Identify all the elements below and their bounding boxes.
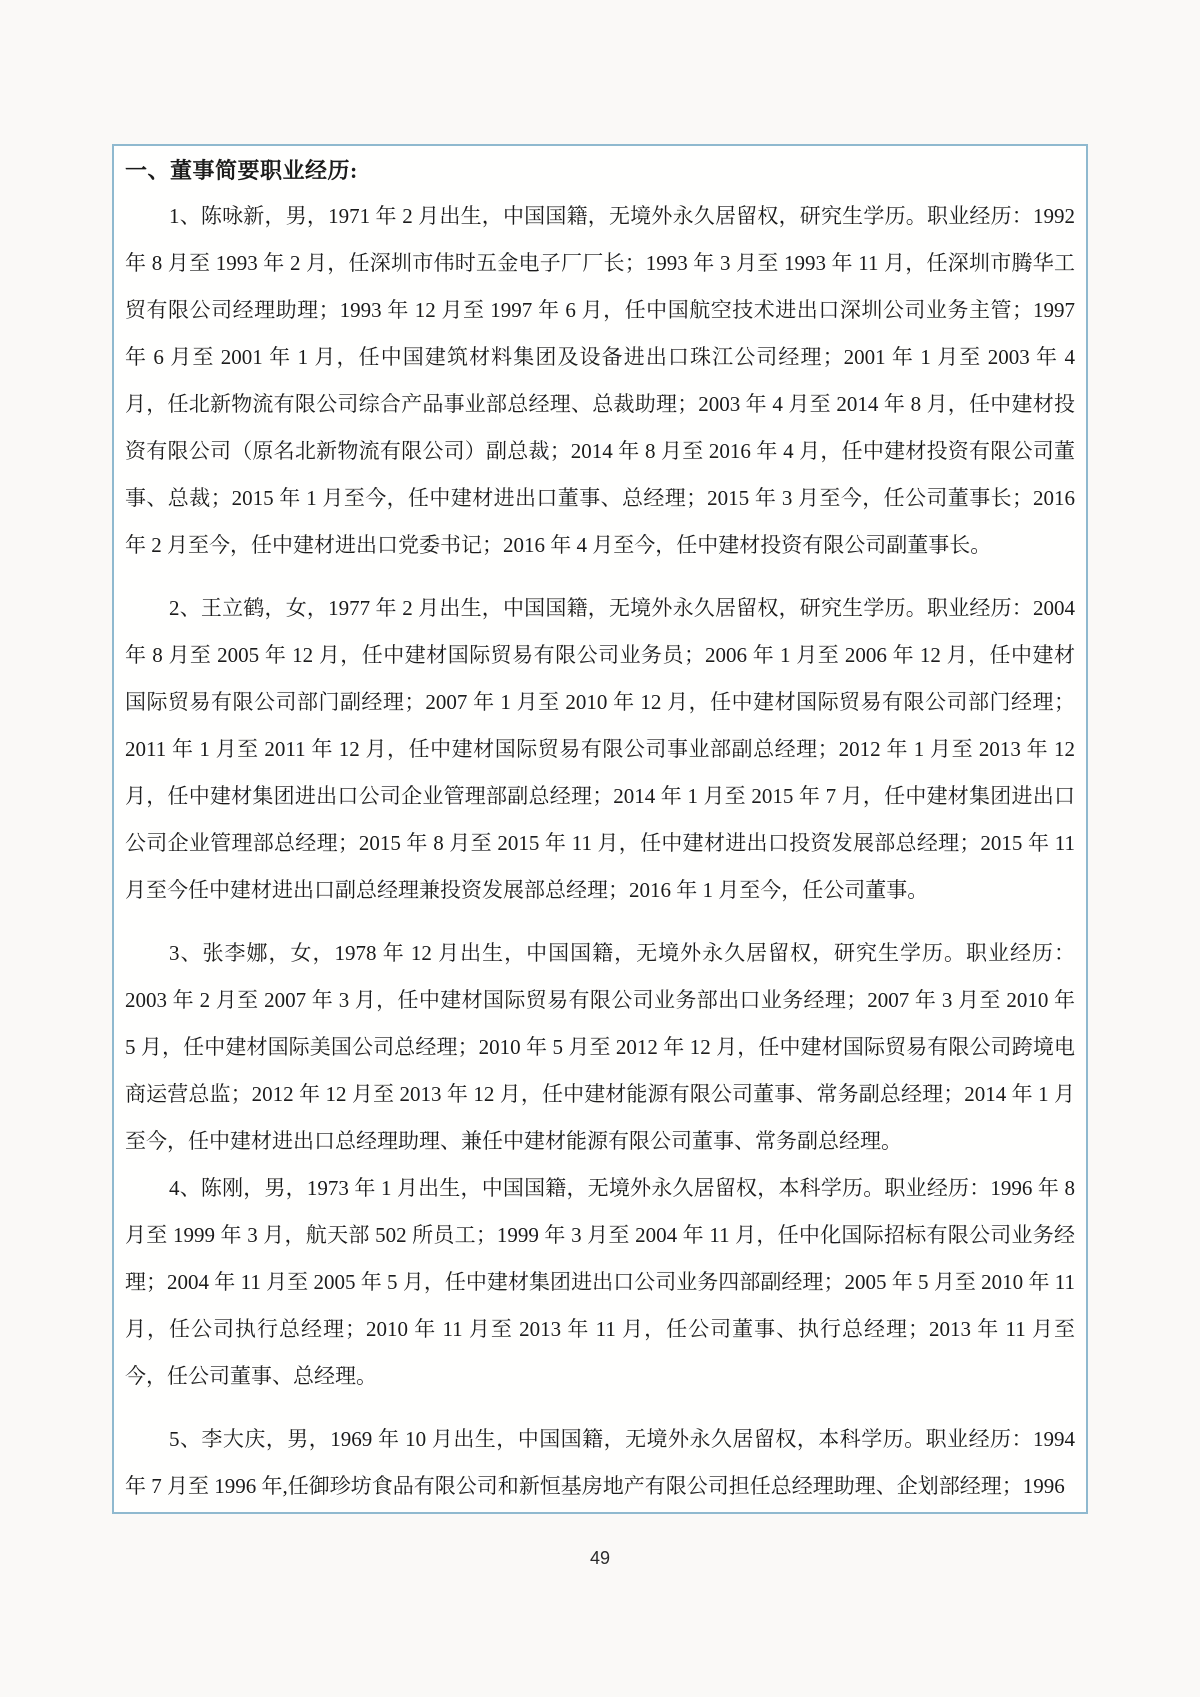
content-border-box: [112, 144, 1088, 1514]
director-bio-paragraph-3: 3、张李娜，女，1978 年 12 月出生，中国国籍，无境外永久居留权，研究生学历。职业经历：2003 年 2 月至 2007 年 3 月，任中建材国际贸易有限公司业务部出口业务经理；2007 年 3 月至 2010 年 5 月，任中建材国际美国公司总经理；2010 年 5 月至 2012 年 12 月，任中建材国际贸易有限公司跨境电商运营总监；2012 年 12 月至 2013 年 12 月，任中建材能源有限公司董事、常务副总经理；2014 年 1 月至今，任中建材进出口总经理助理、兼任中建材能源有限公司董事、常务副总经理。: [125, 941, 1075, 1153]
director-bio-paragraph-4: 4、陈刚，男，1973 年 1 月出生，中国国籍，无境外永久居留权，本科学历。职业经历：1996 年 8 月至 1999 年 3 月，航天部 502 所员工；1999 年 3 月至 2004 年 11 月，任中化国际招标有限公司业务经理；2004 年 11 月至 2005 年 5 月，任中建材集团进出口公司业务四部副经理；2005 年 5 月至 2010 年 11 月，任公司执行总经理；2010 年 11 月至 2013 年 11 月，任公司董事、执行总经理；2013 年 11 月至今，任公司董事、总经理。: [125, 1176, 1075, 1388]
director-bio-paragraph-2: 2、王立鹤，女，1977 年 2 月出生，中国国籍，无境外永久居留权，研究生学历。职业经历：2004 年 8 月至 2005 年 12 月，任中建材国际贸易有限公司业务员；2006 年 1 月至 2006 年 12 月，任中建材国际贸易有限公司部门副经理；2007 年 1 月至 2010 年 12 月，任中建材国际贸易有限公司部门经理；2011 年 1 月至 2011 年 12 月，任中建材国际贸易有限公司事业部副总经理；2012 年 1 月至 2013 年 12 月，任中建材集团进出口公司企业管理部副总经理；2014 年 1 月至 2015 年 7 月，任中建材集团进出口公司企业管理部总经理；2015 年 8 月至 2015 年 11 月，任中建材进出口投资发展部总经理；2015 年 11 月至今任中建材进出口副总经理兼投资发展部总经理；2016 年 1 月至今，任公司董事。: [125, 596, 1075, 902]
director-bio-paragraph-1: 1、陈咏新，男，1971 年 2 月出生，中国国籍，无境外永久居留权，研究生学历。职业经历：1992 年 8 月至 1993 年 2 月，任深圳市伟时五金电子厂厂长；1993 年 3 月至 1993 年 11 月，任深圳市腾华工贸有限公司经理助理；1993 年 12 月至 1997 年 6 月，任中国航空技术进出口深圳公司业务主管；1997 年 6 月至 2001 年 1 月，任中国建筑材料集团及设备进出口珠江公司经理；2001 年 1 月至 2003 年 4 月，任北新物流有限公司综合产品事业部总经理、总裁助理；2003 年 4 月至 2014 年 8 月，任中建材投资有限公司（原名北新物流有限公司）副总裁；2014 年 8 月至 2016 年 4 月，任中建材投资有限公司董事、总裁；2015 年 1 月至今，任中建材进出口董事、总经理；2015 年 3 月至今，任公司董事长；2016 年 2 月至今，任中建材进出口党委书记；2016 年 4 月至今，任中建材投资有限公司副董事长。: [125, 204, 1075, 557]
director-bio-paragraph-5: 5、李大庆，男，1969 年 10 月出生，中国国籍，无境外永久居留权，本科学历。职业经历：1994 年 7 月至 1996 年,任御珍坊食品有限公司和新恒基房地产有限公司担任总经理助理、企划部经理；1996: [125, 1427, 1075, 1498]
page-number-footer: 49: [589, 1548, 611, 1568]
section-heading: 一、董事简要职业经历:: [125, 158, 358, 183]
